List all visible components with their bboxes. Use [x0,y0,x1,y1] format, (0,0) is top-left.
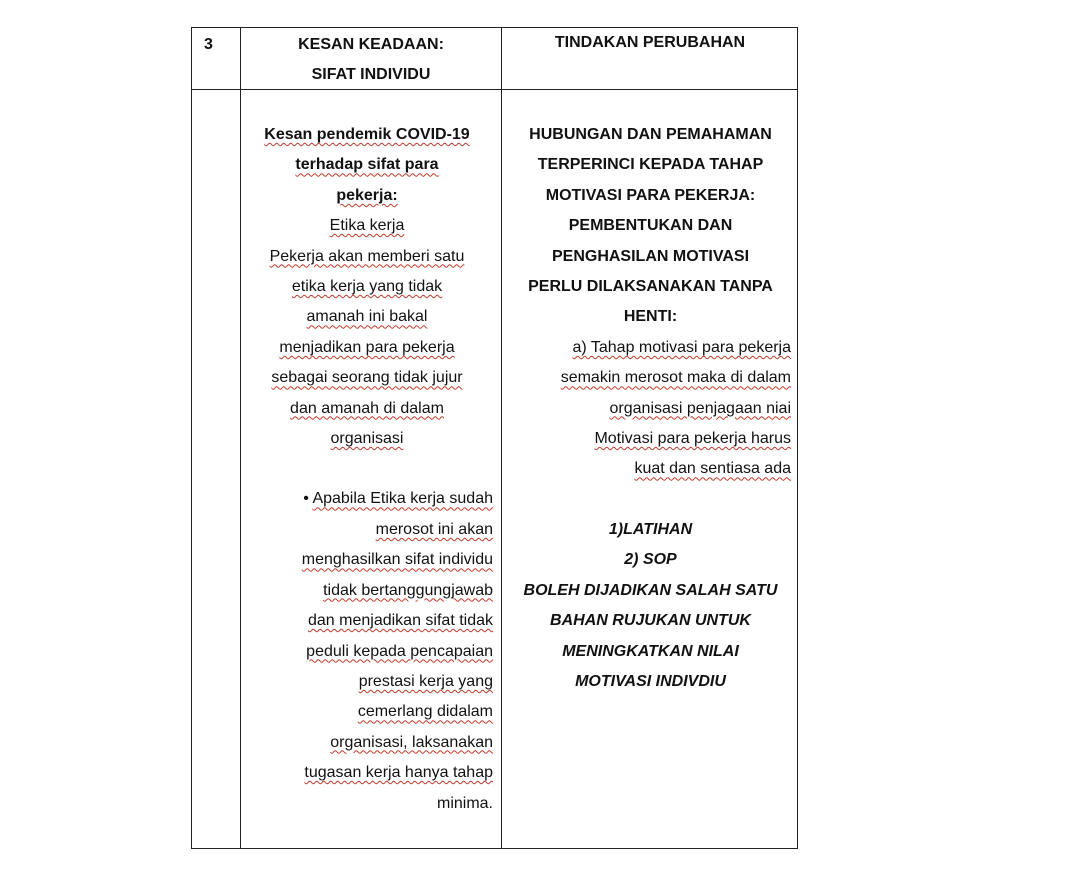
italic-line: 1)LATIHAN [608,520,693,538]
bullet-line: dan menjadikan sifat tidak [308,612,493,630]
right-italic-list [502,515,799,697]
para-line: Motivasi para pekerja harus [594,430,791,448]
bullet-first-line [241,484,493,514]
italic-line: BAHAN RUJUKAN UNTUK [550,612,751,630]
title-line: Kesan pendemik COVID-19 [264,126,470,143]
heading-line: TERPERINCI KEPADA TAHAP [537,156,764,174]
heading-line: PENGHASILAN MOTIVASI [551,247,750,265]
bullet-line: prestasi kerja yang [358,672,493,690]
heading-line: MOTIVASI PARA PEKERJA: [545,186,756,204]
heading-line: HUBUNGAN DAN PEMAHAMAN [529,126,772,143]
header-line: KESAN KEADAAN: [298,36,444,53]
bullet-line: minima. [436,794,493,812]
heading-line: PERLU DILAKSANAKAN TANPA [528,278,773,296]
body-line: organisasi [330,430,404,448]
header-line: SIFAT INDIVIDU [311,66,431,84]
table [191,27,798,849]
body-line: amanah ini bakal [306,308,428,326]
right-paragraph [502,333,799,485]
left-column-content [241,120,493,819]
bullet-line: merosot ini akan [375,520,493,538]
bullet-line: organisasi, laksanakan [330,733,493,751]
left-body [241,211,493,454]
body-line: sebagai seorang tidak jujur [271,369,463,387]
row-number: 3 [204,36,213,53]
bullet-line: tugasan kerja hanya tahap [304,764,493,782]
para-line: kuat dan sentiasa ada [634,460,791,478]
column-header-tindakan: TINDAKAN PERUBAHAN [554,34,746,51]
para-line: a) Tahap motivasi para pekerja [572,338,791,356]
bullet-item [241,484,493,818]
title-line: pekerja: [336,186,398,204]
body-line: Pekerja akan memberi satu [269,247,465,265]
right-heading [502,120,799,333]
bullet-icon: • [303,490,309,508]
para-line: organisasi penjagaan niai [609,399,791,417]
bullet-line: cemerlang didalam [357,703,493,721]
italic-line: BOLEH DIJADIKAN SALAH SATU [523,581,778,599]
bullet-line: Apabila Etika kerja sudah [312,490,493,508]
bullet-line: peduli kepada pencapaian [306,642,493,660]
subtitle: Etika kerja [329,217,405,235]
bullet-line: tidak bertanggungjawab [323,581,493,599]
italic-line: 2) SOP [624,551,677,569]
body-line: menjadikan para pekerja [279,338,455,356]
right-column-content [502,120,799,697]
heading-line: PEMBENTUKAN DAN [568,217,733,235]
title-line: terhadap sifat para [295,156,439,174]
bullet-line: menghasilkan sifat individu [301,551,493,569]
italic-line: MENINGKATKAN NILAI [562,642,739,660]
body-line: dan amanah di dalam [290,399,444,417]
para-line: semakin merosot maka di dalam [560,369,791,387]
body-line: etika kerja yang tidak [291,278,443,296]
column-header-kesan [241,30,501,91]
heading-line: HENTI: [623,308,678,326]
left-title [241,120,493,211]
italic-line: MOTIVASI INDIVDIU [575,672,726,690]
